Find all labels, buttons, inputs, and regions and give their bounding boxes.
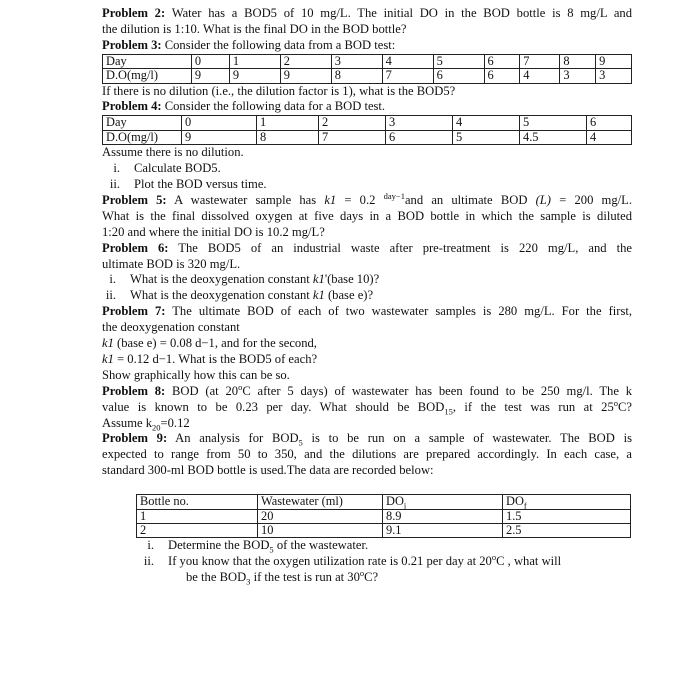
table-cell: 5 (520, 116, 587, 130)
problem-9-item-2-cont (102, 570, 632, 586)
text: value is known to be 0.23 per day. What should be BOD (102, 399, 445, 414)
table-header-day: Day (103, 116, 182, 130)
table-row (103, 69, 632, 83)
text: The BOD5 of an industrial waste after pre-treatment is 220 mg/L, and the (178, 240, 632, 255)
table-cell: 1 (137, 509, 258, 523)
table-cell: 4 (382, 54, 433, 68)
problem-6-line-1 (102, 241, 632, 257)
document-page (102, 6, 632, 586)
problem-5-line-2: What is the final dissolved oxygen at five days in a BOD bottle in which the sample is diluted (102, 208, 632, 223)
table-header-do: D.O(mg/l) (103, 130, 182, 144)
table-cell: 7 (319, 130, 386, 144)
table-cell: 4 (453, 116, 520, 130)
problem-4-item-1 (102, 161, 632, 177)
list-marker: ii. (105, 288, 116, 303)
problem-7-line-4 (102, 352, 632, 368)
list-marker: ii. (109, 176, 120, 191)
list-item: Plot the BOD versus time. (134, 176, 267, 191)
table-cell: 4.5 (520, 130, 587, 144)
table-cell: 2.5 (503, 524, 631, 538)
problem-9-item-2 (102, 554, 632, 570)
problem-3-question: If there is no dilution (i.e., the dilution factor is 1), what is the BOD5? (102, 83, 456, 98)
table-cell: 9 (280, 69, 331, 83)
table-cell: 2 (137, 524, 258, 538)
problem-6-line-2: ultimate BOD is 320 mg/L. (102, 256, 241, 271)
list-item: What is the deoxygenation constant (130, 288, 310, 303)
k1-symbol: k1 (312, 272, 325, 287)
problem-3-table (102, 54, 632, 84)
table-cell: 6 (484, 54, 520, 68)
table-header: Bottle no. (137, 495, 258, 509)
unit-superscript: day−1 (383, 190, 405, 201)
k1-symbol: k1 (312, 288, 325, 303)
text: , if the test was run at 25 (452, 399, 614, 414)
text: A wastewater sample has (174, 192, 317, 207)
table-row (137, 524, 631, 538)
problem-3-line-1 (102, 38, 632, 54)
list-item: If you know that the oxygen utilization rate is 0.21 per day at 20 (168, 554, 492, 569)
table-cell: 3 (596, 69, 632, 83)
table-cell: 7 (382, 69, 433, 83)
table-cell: 7 (520, 54, 560, 68)
text: (base e) = 0.08 d−1, and for the second, (117, 336, 317, 351)
problem-4-title: Problem 4: (102, 99, 162, 114)
table-cell: 2 (280, 54, 331, 68)
list-item: Determine the BOD (168, 538, 270, 553)
problem-9-line-3: standard 300-ml BOD bottle is used.The data are recorded below: (102, 463, 434, 478)
problem-7-title: Problem 7: (102, 304, 166, 319)
table-cell: 3 (331, 54, 382, 68)
table-row (137, 495, 631, 509)
table-cell: 8.9 (383, 509, 503, 523)
problem-7-line-2: the deoxygenation constant (102, 320, 240, 335)
table-cell: 9 (229, 69, 280, 83)
problem-8-line-2 (102, 397, 632, 417)
problem-5-title: Problem 5: (102, 192, 167, 207)
problem-8-title: Problem 8: (102, 383, 166, 398)
k1-symbol: k1 (324, 192, 337, 207)
problem-4-intro: Consider the following data for a BOD test. (164, 99, 386, 114)
problem-6-item-1 (102, 272, 632, 288)
table-cell: 9 (596, 54, 632, 68)
problem-7-line-1 (102, 304, 632, 320)
text: An analysis for BOD (175, 431, 299, 446)
problem-7-line-5: Show graphically how this can be so. (102, 367, 290, 382)
list-marker: i. (147, 538, 154, 553)
table-cell: 6 (386, 130, 453, 144)
table-cell: 6 (587, 116, 632, 130)
subscript: i (403, 500, 407, 511)
table-row (137, 509, 631, 523)
problem-2-text-1: Water has a BOD5 of 10 mg/L. The initial DO in the BOD bottle is 8 mg/L and (171, 6, 633, 20)
table-cell: 8 (331, 69, 382, 83)
k1-symbol: k1 (102, 336, 114, 351)
table-cell: 1 (229, 54, 280, 68)
ultimate-bod-symbol: (L) (535, 192, 552, 207)
problem-9-item-1 (102, 538, 632, 554)
subscript: 3 (246, 576, 251, 587)
problem-9-line-2: expected to range from 50 to 350, and the dilutions are prepared accordingly. In each case, a (102, 447, 632, 462)
table-cell: 10 (258, 524, 383, 538)
text: be the BOD (186, 570, 247, 585)
text: =0.12 (160, 415, 190, 430)
list-item: Calculate BOD5. (134, 161, 221, 176)
table-cell: 2 (319, 116, 386, 130)
table-header (503, 495, 631, 509)
table-cell: 0 (182, 116, 257, 130)
table-cell: 8 (560, 54, 596, 68)
problem-6-item-2 (102, 288, 632, 304)
text: is to be run on a sample of wastewater. The BOD is (311, 431, 632, 446)
table-cell: 20 (258, 509, 383, 523)
problem-5-line-1 (102, 190, 632, 209)
problem-8-line-1 (102, 381, 632, 400)
text: '(base 10)? (324, 272, 380, 287)
problem-9-table (136, 494, 631, 538)
problem-3-intro: Consider the following data from a BOD test: (164, 37, 396, 52)
list-marker: i. (113, 161, 120, 176)
table-cell: 3 (386, 116, 453, 130)
text: Assume k (102, 415, 153, 430)
text: C? (364, 570, 379, 585)
subscript: 5 (298, 437, 303, 448)
table-cell: 4 (587, 130, 632, 144)
degree-sign: o (613, 397, 618, 408)
table-cell: 8 (257, 130, 319, 144)
degree-sign: o (491, 552, 497, 563)
table-row (103, 130, 632, 144)
list-marker: ii. (143, 554, 154, 569)
text: BOD (at 20 (172, 383, 239, 398)
text: C after 5 days) of wastewater has been found to be 250 mg/l. The k (242, 383, 632, 398)
table-cell: 4 (520, 69, 560, 83)
text: DO (506, 494, 524, 509)
problem-2-line-2 (102, 22, 632, 38)
problem-4-item-2 (102, 177, 632, 193)
table-cell: 5 (453, 130, 520, 144)
table-header: Wastewater (ml) (258, 495, 383, 509)
table-row (103, 116, 632, 130)
problem-2-title: Problem 2: (102, 6, 166, 20)
table-cell: 1.5 (503, 509, 631, 523)
problem-2-text-2: the dilution is 1:10. What is the final DO in the BOD bottle? (102, 21, 407, 36)
text: if the test is run at 30 (253, 570, 360, 585)
problem-6-title: Problem 6: (102, 240, 169, 255)
text: The ultimate BOD of each of two wastewater samples is 280 mg/L. For the first, (172, 304, 632, 319)
list-marker: i. (109, 272, 116, 287)
list-item: What is the deoxygenation constant (130, 272, 310, 287)
table-cell: 6 (484, 69, 520, 83)
problem-4-line-1 (102, 99, 632, 115)
problem-9-line-1 (102, 431, 632, 447)
problem-4-assumption: Assume there is no dilution. (102, 145, 244, 160)
problem-5-line-3: 1:20 and where the initial DO is 10.2 mg/L? (102, 224, 325, 239)
table-cell: 1 (257, 116, 319, 130)
text: C , what will (496, 554, 562, 569)
problem-4-table (102, 115, 632, 145)
problem-3-title: Problem 3: (102, 37, 162, 52)
table-cell: 3 (560, 69, 596, 83)
text: (base e)? (327, 288, 374, 303)
subscript: 15 (444, 406, 453, 417)
table-cell: 6 (433, 69, 484, 83)
table-header-do: D.O(mg/l) (103, 69, 192, 83)
table-header (383, 495, 503, 509)
degree-sign: o (359, 568, 365, 579)
text: of the wastewater. (276, 538, 369, 553)
table-cell: 9.1 (383, 524, 503, 538)
problem-9-title: Problem 9: (102, 431, 168, 446)
text: DO (386, 494, 404, 509)
k1-symbol: k1 (102, 351, 114, 366)
table-cell: 5 (433, 54, 484, 68)
text: = 0.2 (344, 192, 376, 207)
table-header-day: Day (103, 54, 192, 68)
subscript: f (523, 500, 527, 511)
problem-7-line-3 (102, 336, 632, 352)
table-cell: 9 (182, 130, 257, 144)
problem-2-line-1 (102, 6, 632, 22)
table-cell: 9 (191, 69, 229, 83)
text: and an ultimate BOD (404, 192, 528, 207)
table-row (103, 54, 632, 68)
subscript: 20 (152, 422, 161, 433)
text: C? (618, 399, 632, 414)
problem-8-line-3 (102, 416, 632, 432)
table-cell: 0 (191, 54, 229, 68)
subscript: 5 (269, 544, 274, 555)
text: = 0.12 d−1. What is the BOD5 of each? (117, 351, 318, 366)
text: = 200 mg/L. (559, 192, 632, 207)
degree-sign: o (238, 381, 243, 392)
